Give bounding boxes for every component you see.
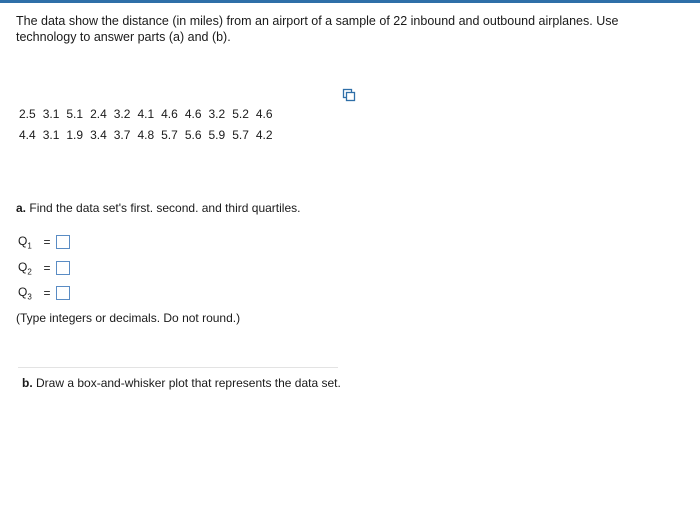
q2-input[interactable] [56,261,70,275]
part-a-text: Find the data set's first. second. and third quartiles. [29,201,301,215]
data-cell: 4.6 [184,107,202,121]
q3-label: $Q_3$ [18,284,32,302]
data-cell: 3.2 [208,107,226,121]
table-row [16,125,277,146]
data-cell: 3.1 [42,107,60,121]
question-prompt: The data show the distance (in miles) from an airport of a sample of 22 inbound and outbound airplanes. Use technology to answer parts (a) and (b). [16,14,619,44]
q1-input[interactable] [56,235,70,249]
q1-row [18,233,70,251]
data-table [16,104,277,146]
data-cell: 1.9 [66,128,84,142]
data-cell: 3.4 [90,128,107,142]
part-b-label: b. [22,376,33,390]
data-cell: 5.1 [66,107,84,121]
data-cell: 2.5 [19,107,36,121]
q2-equals: = [43,261,51,275]
part-a-label: a. [16,201,27,215]
q2-row [18,259,70,277]
data-cell: 5.2 [232,107,249,121]
section-divider [18,367,338,368]
q2-label: $Q_2$ [18,259,32,277]
data-cell: 3.7 [113,128,131,142]
data-cell: 3.1 [42,128,60,142]
part-a-question [16,201,300,215]
data-cell: 4.6 [255,107,273,121]
q3-equals: = [43,286,51,300]
table-row [16,104,277,125]
data-cell: 5.7 [232,128,249,142]
copy-icon[interactable] [342,88,356,102]
part-b-question [22,376,341,390]
data-cell: 2.4 [90,107,107,121]
q1-label: $Q_1$ [18,233,32,251]
q3-input[interactable] [56,286,70,300]
part-b-text: Draw a box-and-whisker plot that represents the data set. [36,376,341,390]
top-rule [0,0,700,3]
data-cell: 4.4 [19,128,36,142]
instruction-note: (Type integers or decimals. Do not round.) [16,311,241,325]
data-cell: 4.8 [137,128,155,142]
data-cell: 3.2 [113,107,131,121]
data-cell: 5.6 [184,128,202,142]
q1-equals: = [43,235,51,249]
q3-row [18,284,70,302]
data-cell: 4.6 [161,107,178,121]
data-cell: 4.2 [255,128,273,142]
data-cell: 5.7 [161,128,178,142]
data-cell: 4.1 [137,107,155,121]
data-cell: 5.9 [208,128,226,142]
